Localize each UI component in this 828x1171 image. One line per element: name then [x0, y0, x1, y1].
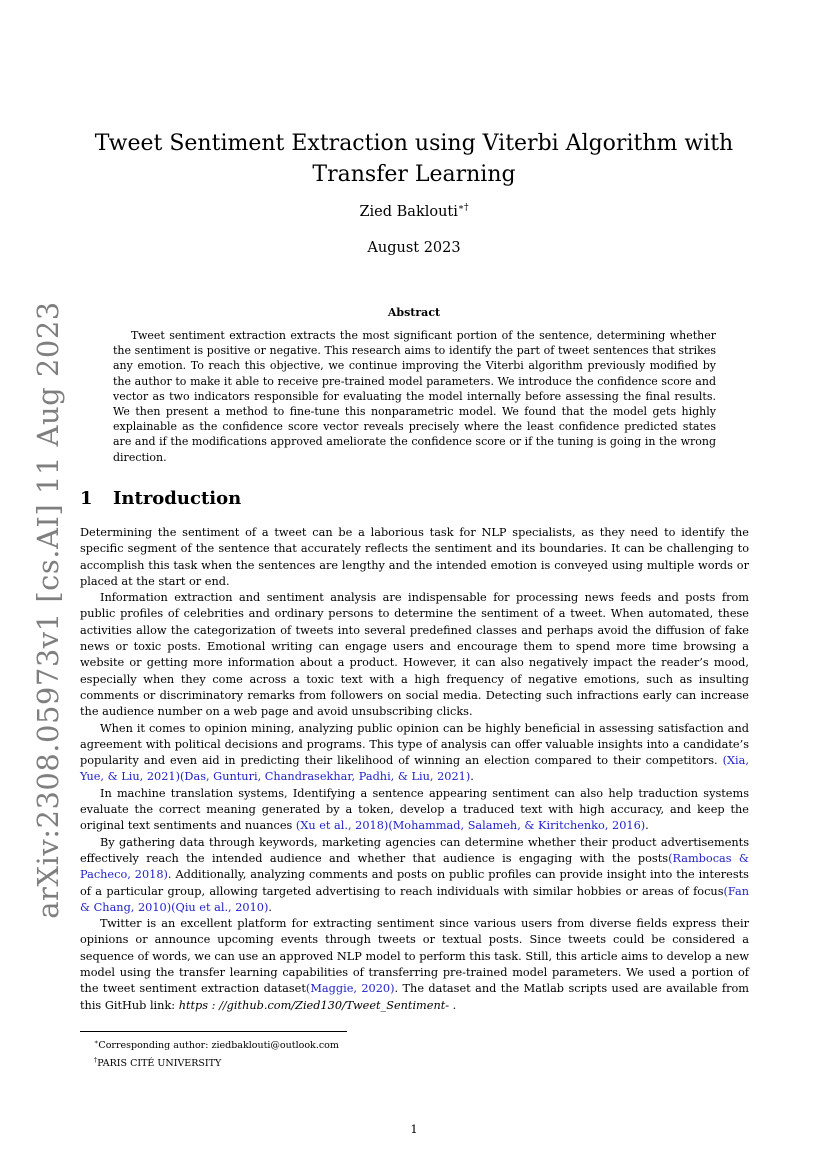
paragraph-2: Information extraction and sentiment analysis are indispensable for processing news feeds and posts from public profiles of celebrities and ordinary persons to determine the sentiment of a tweet. When automated, these activities allow the categorization of tweets into several predefined classes and perhaps avoid the diffusion of fake news or toxic posts. Emotional writing can engage users and encourage them to spend more time browsing a website or getting more information about a product. However, it can also negatively impact the reader’s mood, especially when they come across a toxic text with a high frequency of negative emotions, such as insulting comments or discriminatory remarks from followers on social media. Detecting such infractions early can increase the audience number on a web page and avoid unsubscribing clicks.: [80, 591, 749, 719]
footnote-text: PARIS CITÉ UNIVERSITY: [97, 1058, 222, 1070]
footnote-text: Corresponding author: ziedbaklouti@outlook.com: [98, 1040, 339, 1052]
paragraph-3: [80, 721, 749, 786]
footnote-mark: †: [94, 1056, 98, 1065]
section-title: Introduction: [113, 488, 242, 509]
footnote-affiliation: [80, 1053, 749, 1071]
citation-link[interactable]: (Xu et al., 2018)(Mohammad, Salameh, & Kiritchenko, 2016): [295, 819, 646, 833]
paper-date: August 2023: [367, 240, 461, 256]
footnote-mark: ∗: [94, 1038, 99, 1046]
paragraph-1: Determining the sentiment of a tweet can be a laborious task for NLP specialists, as they need to identify the specific segment of the sentence that accurately reflects the sentiment and its boundaries. It can be challenging to accomplish this task when the sentences are lengthy and the intended emotion is conveyed using multiple words or placed at the start or end.: [80, 526, 749, 588]
paragraph-5-end: .: [268, 900, 272, 914]
citation-link[interactable]: (Maggie, 2020): [305, 982, 395, 996]
citation-link[interactable]: (Fan & Chang, 2010)(Qiu et al., 2010): [80, 884, 749, 914]
paragraph-6-middle: . The dataset and the Matlab scripts used are available from this GitHub link:: [80, 982, 749, 1012]
abstract-heading: Abstract: [387, 306, 441, 319]
paragraph-4-end: .: [645, 819, 649, 833]
introduction-body: [80, 525, 749, 1014]
arxiv-identifier: arXiv:2308.05973v1 [cs.AI] 11 Aug 2023: [31, 301, 65, 919]
paragraph-6-end: .: [449, 998, 457, 1012]
github-link[interactable]: https : //github.com/Zied130/Tweet_Sentiment-: [178, 998, 450, 1012]
paragraph-5-middle: . Additionally, analyzing comments and posts on public profiles can provide insight into the interests of a particular group, allowing targeted advertising to reach individuals with similar hobbies or areas of focus: [80, 868, 749, 898]
abstract-text: Tweet sentiment extraction extracts the most significant portion of the sentence, determining whether the sentiment is positive or negative. This research aims to identify the part of tweet sentences that strikes any emotion. To reach this objective, we continue improving the Viterbi algorithm previously modified by the author to make it able to receive pre-trained model parameters. We introduce the confidence score and vector as two indicators responsible for evaluating the model internally before assessing the final results. We then present a method to fine-tune this nonparametric model. We found that the model gets highly explainable as the confidence score vector reveals precisely where the least confidence predicted states are and if the modifications approved ameliorate the confidence score or if the tuning is going in the wrong direction.: [113, 329, 716, 464]
paragraph-6: [80, 916, 749, 1014]
author-footnote-marks: ∗†: [457, 203, 469, 213]
paragraph-4-text: In machine translation systems, Identifying a sentence appearing sentiment can also help traduction systems evaluate the correct meaning generated by a token, develop a traduced text with high accuracy, and keep the original text sentiments and nuances: [80, 786, 749, 833]
paragraph-6-text: Twitter is an excellent platform for extracting sentiment since various users from diverse fields express their opinions or announce upcoming events through tweets or textual posts. Since tweets could be considered a sequence of words, we can use an approved NLP model to perform this task. Still, this article aims to develop a new model using the transfer learning capabilities of transferring pre-trained model parameters. We used a portion of the tweet sentiment extraction dataset: [80, 917, 749, 996]
paragraph-5-text: By gathering data through keywords, marketing agencies can determine whether their product advertisements effectively reach the intended audience and whether that audience is engaging with the posts: [80, 835, 749, 865]
paragraph-4: [80, 786, 749, 835]
paper-title: Tweet Sentiment Extraction using Viterbi Algorithm with Transfer Learning: [94, 131, 734, 187]
page-number: 1: [410, 1122, 418, 1136]
citation-link[interactable]: (Rambocas & Pacheco, 2018): [80, 851, 749, 882]
paragraph-3-end: .: [470, 770, 474, 784]
footnote-corresponding-author: [80, 1035, 749, 1053]
author-line: [80, 203, 748, 220]
section-heading: [80, 488, 241, 509]
paragraph-3-text: When it comes to opinion mining, analyzing public opinion can be highly beneficial in assessing satisfaction and agreement with political decisions and programs. This type of analysis can offer valuable insights into a candidate’s popularity and even aid in predicting their likelihood of winning an election compared to their competitors.: [80, 721, 749, 768]
footnotes: [80, 1035, 749, 1071]
citation-link[interactable]: (Xia, Yue, & Liu, 2021)(Das, Gunturi, Chandrasekhar, Padhi, & Liu, 2021): [80, 754, 749, 784]
author-name: Zied Baklouti: [359, 203, 458, 220]
footnote-divider: [80, 1031, 347, 1032]
paragraph-5: [80, 835, 749, 916]
section-number: 1: [80, 488, 93, 509]
